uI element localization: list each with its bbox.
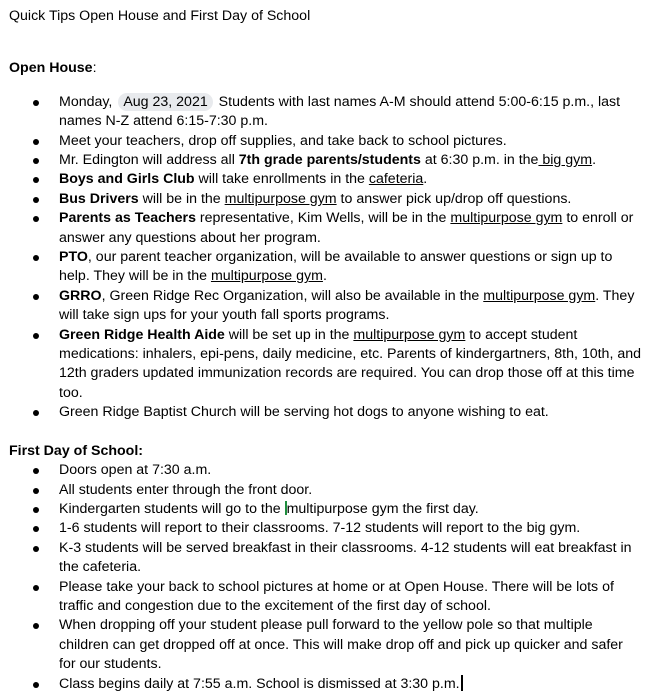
bullet-icon	[33, 488, 39, 494]
list-item: When dropping off your student please pull forward to the yellow pole so that multiple children can get dropped off at once. This will make drop off and pick up quicker and safer for our students.	[9, 616, 649, 674]
bullet-icon	[33, 468, 39, 474]
location-link[interactable]: multipurpose gym	[353, 326, 466, 343]
location-link[interactable]: multipurpose gym	[450, 210, 563, 227]
list-item: GRRO, Green Ridge Rec Organization, will also be available in the multipurpose gym. They will take sign ups for your youth fall sports programs.	[9, 287, 649, 326]
location-link[interactable]: multipurpose gym	[483, 287, 596, 304]
bullet-icon	[33, 333, 39, 339]
bullet-icon	[33, 177, 39, 183]
list-item: Class begins daily at 7:55 a.m. School is dismissed at 3:30 p.m.	[9, 675, 649, 694]
list-item: K-3 students will be served breakfast in their classrooms. 4-12 students will eat breakfast in the cafeteria.	[9, 539, 649, 578]
list-item: Green Ridge Baptist Church will be serving hot dogs to anyone wishing to eat.	[9, 403, 649, 422]
bullet-icon	[33, 158, 39, 164]
location-link[interactable]: multipurpose gym	[224, 190, 337, 207]
bullet-icon	[33, 623, 39, 629]
bullet-icon	[33, 197, 39, 203]
text-cursor	[461, 675, 463, 691]
bullet-icon	[33, 139, 39, 145]
first-day-heading: First Day of School:	[9, 442, 144, 459]
list-item: Mr. Edington will address all 7th grade parents/students at 6:30 p.m. in the big gym.	[9, 151, 649, 170]
bullet-icon	[33, 526, 39, 532]
first-day-list	[9, 461, 649, 694]
location-link[interactable]: big gym	[538, 152, 593, 168]
list-item: 1-6 students will report to their classrooms. 7-12 students will report to the big gym.	[9, 519, 649, 538]
location-link[interactable]: multipurpose gym	[210, 268, 323, 285]
list-item: Monday, Aug 23, 2021 Students with last names A-M should attend 5:00-6:15 p.m., last names N-Z attend 6:15-7:30 p.m.	[9, 93, 649, 132]
bullet-icon	[33, 100, 39, 106]
list-item: Meet your teachers, drop off supplies, and take back to school pictures.	[9, 132, 649, 151]
bullet-icon	[33, 507, 39, 513]
list-item: Boys and Girls Club will take enrollments in the cafeteria.	[9, 170, 649, 189]
list-item: Parents as Teachers representative, Kim Wells, will be in the multipurpose gym to enroll or answer any questions about her program.	[9, 209, 649, 248]
bullet-icon	[33, 682, 39, 688]
bullet-icon	[33, 546, 39, 552]
open-house-list	[9, 93, 649, 423]
bullet-icon	[33, 294, 39, 300]
list-item: Kindergarten students will go to the multipurpose gym the first day.	[9, 500, 649, 519]
list-item: Please take your back to school pictures at home or at Open House. There will be lots of traffic and congestion due to the excitement of the first day of school.	[9, 578, 649, 617]
date-chip[interactable]: Aug 23, 2021	[118, 93, 212, 111]
list-item: Bus Drivers will be in the multipurpose gym to answer pick up/drop off questions.	[9, 190, 649, 209]
list-item: All students enter through the front door.	[9, 481, 649, 500]
bullet-icon	[33, 216, 39, 222]
bullet-icon	[33, 255, 39, 261]
list-item: Doors open at 7:30 a.m.	[9, 461, 649, 480]
open-house-heading: Open House:	[9, 60, 97, 77]
bullet-icon	[33, 585, 39, 591]
bullet-icon	[33, 410, 39, 416]
list-item: Green Ridge Health Aide will be set up in the multipurpose gym to accept student medications: inhalers, epi-pens, daily medicine, etc. Parents of kindergartners, 8th, 10th, and 12th graders updated immunization records are required. You can drop those off at this time too.	[9, 326, 649, 404]
list-item: PTO, our parent teacher organization, will be available to answer questions or sign up to help. They will be in the multipurpose gym.	[9, 248, 649, 287]
location-link[interactable]: cafeteria	[368, 171, 424, 188]
document-title: Quick Tips Open House and First Day of School	[9, 8, 311, 24]
